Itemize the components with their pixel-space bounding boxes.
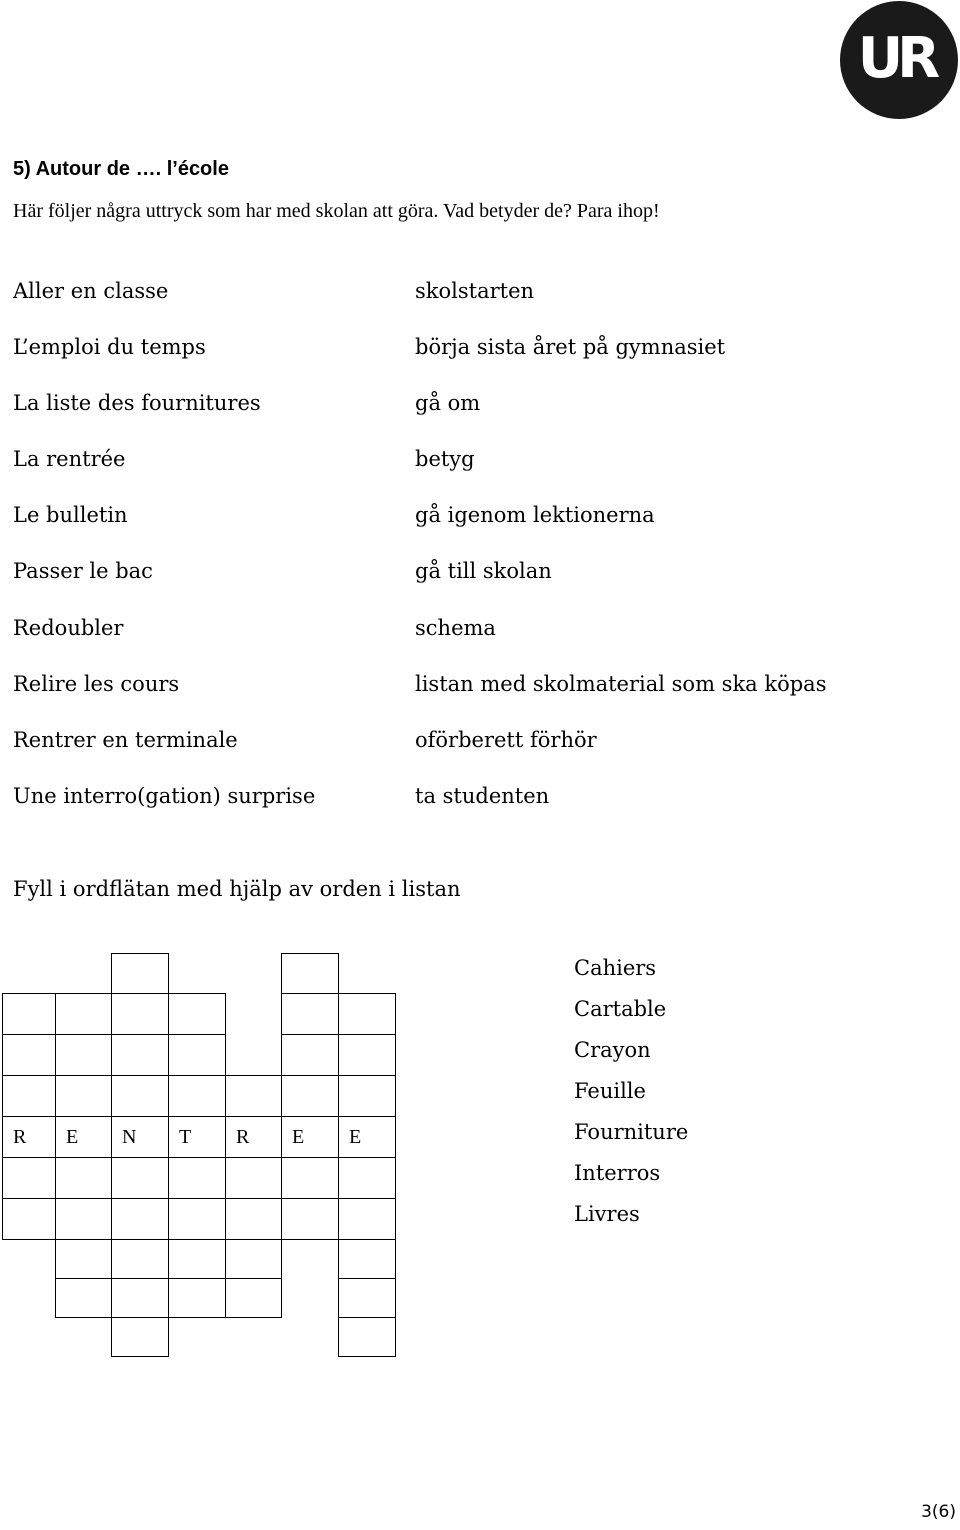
french-expression: Passer le bac [13, 559, 153, 584]
swedish-expression: ta studenten [415, 783, 550, 808]
swedish-expression: listan med skolmaterial som ska köpas [415, 671, 827, 696]
french-expression: Relire les cours [13, 671, 180, 696]
crossword-cell[interactable] [55, 1075, 112, 1117]
crossword-cell[interactable] [168, 1157, 226, 1199]
french-expression: La rentrée [13, 447, 126, 472]
crossword-cell[interactable] [168, 1239, 226, 1279]
crossword-cell[interactable] [281, 993, 339, 1035]
crossword-cell[interactable]: R [225, 1116, 282, 1158]
crossword-cell[interactable] [338, 1157, 396, 1199]
crossword-cell[interactable] [2, 1075, 56, 1117]
crossword-word: Fourniture [574, 1120, 689, 1144]
crossword-cell[interactable] [2, 1198, 56, 1240]
crossword-word: Cahiers [574, 956, 657, 980]
crossword-cell[interactable]: E [281, 1116, 339, 1158]
swedish-expression: börja sista året på gymnasiet [415, 335, 726, 360]
crossword-word: Interros [574, 1161, 661, 1185]
crossword-cell[interactable] [338, 1034, 396, 1076]
crossword-cell[interactable] [281, 1157, 339, 1199]
crossword-cell[interactable] [338, 1075, 396, 1117]
french-expression: L’emploi du temps [13, 335, 206, 360]
crossword-cell[interactable] [111, 1034, 169, 1076]
logo-text: UR [857, 26, 935, 91]
crossword-cell[interactable]: T [168, 1116, 226, 1158]
crossword-cell[interactable] [2, 1157, 56, 1199]
crossword-cell[interactable] [111, 1239, 169, 1279]
french-expression: Rentrer en terminale [13, 727, 238, 752]
crossword-cell[interactable] [225, 1157, 282, 1199]
swedish-expressions-list [415, 276, 826, 837]
ur-logo [840, 1, 958, 119]
exercise-heading: 5) Autour de …. l’école [13, 158, 229, 180]
swedish-expression: gå om [415, 391, 481, 416]
french-expression: Aller en classe [13, 279, 169, 303]
crossword-cell[interactable] [225, 1278, 282, 1318]
crossword-cell[interactable] [168, 1034, 226, 1076]
crossword-cell[interactable]: E [338, 1116, 396, 1158]
crossword-cell[interactable] [281, 1075, 339, 1117]
crossword-cell[interactable]: N [111, 1116, 169, 1158]
crossword-cell[interactable] [111, 1198, 169, 1240]
crossword-word-list [574, 953, 688, 1240]
crossword-cell[interactable] [111, 1075, 169, 1117]
crossword-cell[interactable] [55, 1278, 112, 1318]
crossword-cell[interactable] [55, 1034, 112, 1076]
crossword-cell[interactable] [111, 1278, 169, 1318]
crossword-word: Livres [574, 1202, 640, 1226]
crossword-cell[interactable] [111, 953, 169, 994]
french-expression: Une interro(gation) surprise [13, 783, 316, 808]
crossword-cell[interactable]: R [2, 1116, 56, 1158]
swedish-expression: gå till skolan [415, 559, 552, 584]
crossword-cell[interactable] [281, 953, 339, 994]
swedish-expression: skolstarten [415, 279, 535, 303]
crossword-word: Feuille [574, 1079, 646, 1103]
crossword-word: Crayon [574, 1038, 651, 1062]
swedish-expression: schema [415, 615, 496, 640]
swedish-expression: betyg [415, 447, 475, 472]
crossword-cell[interactable] [225, 1239, 282, 1279]
swedish-expression: oförberett förhör [415, 727, 597, 752]
crossword-cell[interactable] [111, 1157, 169, 1199]
crossword-cell[interactable] [111, 1317, 169, 1357]
crossword-cell[interactable] [168, 1075, 226, 1117]
crossword-cell[interactable] [225, 1198, 282, 1240]
french-expression: Redoubler [13, 615, 124, 640]
french-expression: La liste des fournitures [13, 391, 261, 416]
crossword-cell[interactable] [168, 1278, 226, 1318]
swedish-expression: gå igenom lektionerna [415, 503, 655, 528]
crossword-cell[interactable] [168, 993, 226, 1035]
crossword-cell[interactable] [338, 1198, 396, 1240]
crossword-cell[interactable]: E [55, 1116, 112, 1158]
crossword-cell[interactable] [338, 1239, 396, 1279]
crossword-cell[interactable] [338, 1278, 396, 1318]
crossword-cell[interactable] [55, 1198, 112, 1240]
crossword-cell[interactable] [2, 1034, 56, 1076]
french-expression: Le bulletin [13, 503, 128, 528]
crossword-cell[interactable] [2, 993, 56, 1035]
crossword-cell[interactable] [55, 993, 112, 1035]
crossword-cell[interactable] [338, 993, 396, 1035]
crossword-instruction: Fyll i ordflätan med hjälp av orden i listan [13, 877, 461, 901]
crossword-cell[interactable] [281, 1198, 339, 1240]
crossword-cell[interactable] [281, 1034, 339, 1076]
page-number: 3(6) [921, 1502, 956, 1522]
crossword-cell[interactable] [111, 993, 169, 1035]
exercise-instruction: Här följer några uttryck som har med skolan att göra. Vad betyder de? Para ihop! [13, 200, 660, 222]
crossword-word: Cartable [574, 997, 667, 1021]
crossword-cell[interactable] [55, 1239, 112, 1279]
crossword-cell[interactable] [338, 1317, 396, 1357]
crossword-cell[interactable] [55, 1157, 112, 1199]
crossword-cell[interactable] [168, 1198, 226, 1240]
french-expressions-list [13, 276, 315, 837]
crossword-cell[interactable] [225, 1075, 282, 1117]
